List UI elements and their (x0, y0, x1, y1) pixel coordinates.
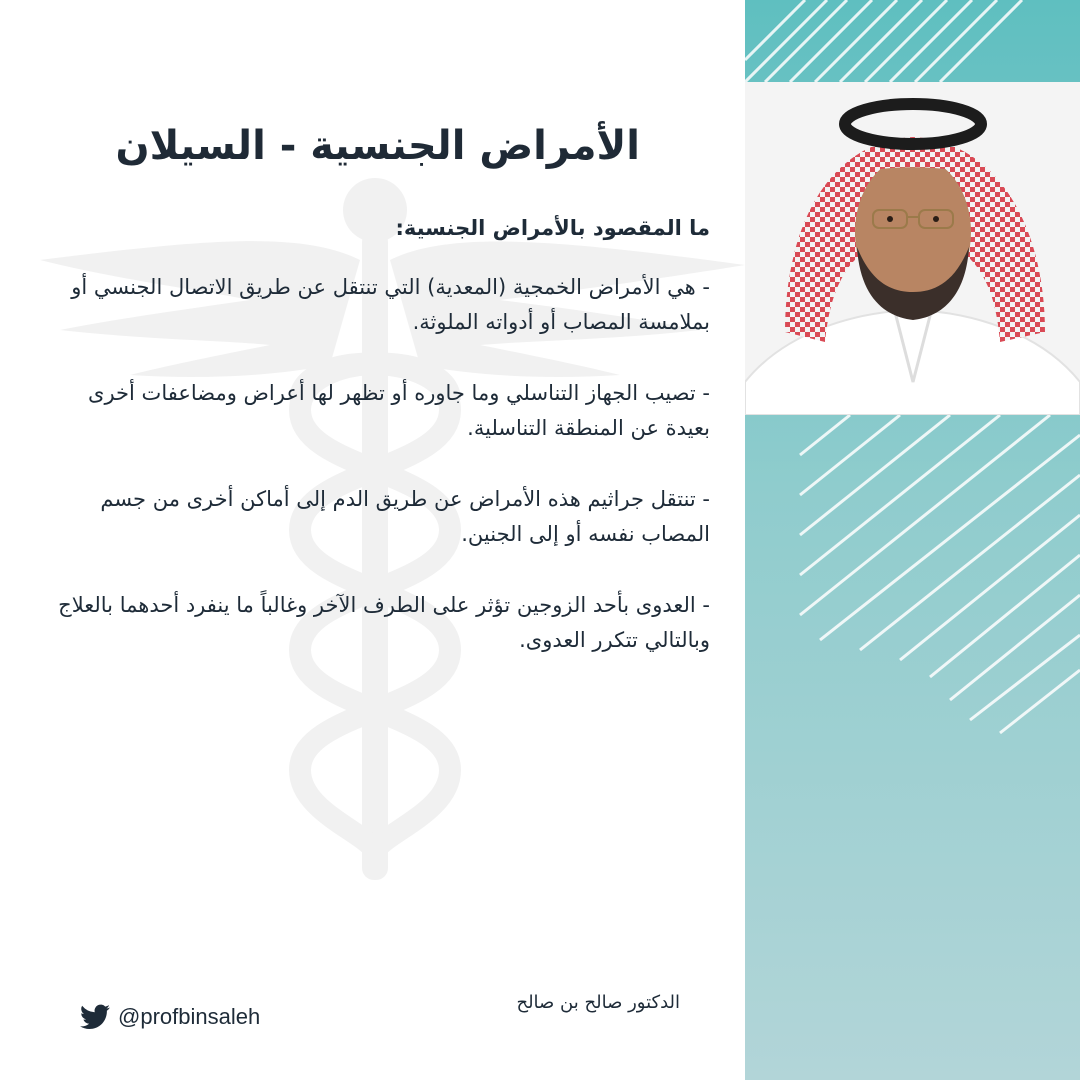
stripes-pattern-bottom (745, 415, 1080, 735)
author-photo (745, 82, 1080, 415)
page-title: الأمراض الجنسية - السيلان (115, 123, 640, 169)
portrait-illustration (745, 82, 1080, 415)
twitter-handle: @profbinsaleh (118, 1004, 261, 1029)
point-4: - العدوى بأحد الزوجين تؤثر على الطرف الآخر وغالباً ما ينفرد أحدهما بالعلاج وبالتالي تتكرر العدوى. (58, 593, 710, 652)
point-2: - تصيب الجهاز التناسلي وما جاوره أو تظهر لها أعراض ومضاعفات أخرى بعيدة عن المنطقة التناسلية. (88, 381, 710, 440)
article-content (40, 110, 710, 694)
point-3: - تنتقل جراثيم هذه الأمراض عن طريق الدم إلى أماكن أخرى من جسم المصاب نفسه أو إلى الجنين. (100, 487, 710, 546)
stripes-pattern-top (745, 0, 1080, 82)
point-1: - هي الأمراض الخمجية (المعدية) التي تنتقل عن طريق الاتصال الجنسي أو بملامسة المصاب أو أدواته الملوثة. (71, 275, 710, 334)
section-question: ما المقصود بالأمراض الجنسية: (395, 216, 710, 240)
author-name: الدكتور صالح بن صالح (516, 992, 680, 1013)
twitter-link[interactable] (80, 1000, 260, 1034)
twitter-bird-icon (80, 1004, 110, 1030)
